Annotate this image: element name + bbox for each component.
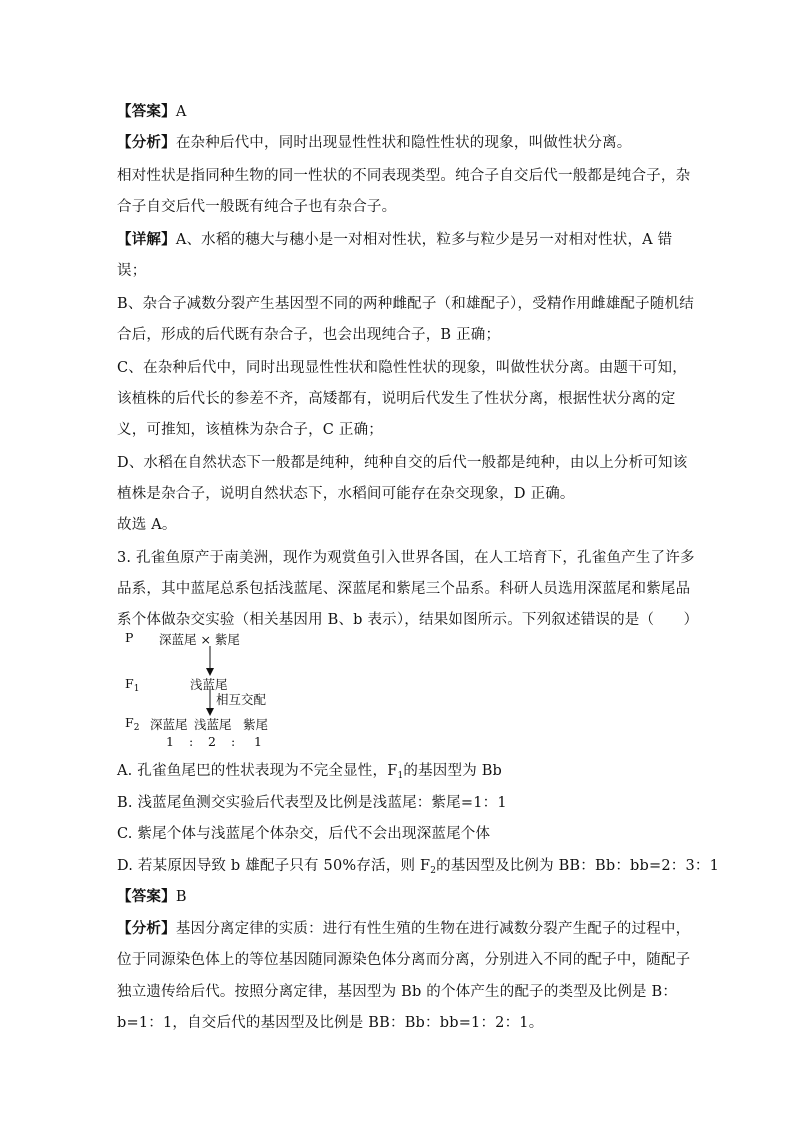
ratio-colon-2: : (231, 734, 236, 749)
analysis-1-line-1 (117, 133, 677, 153)
detail-1-line-1: 误； (117, 263, 147, 279)
f2-phenotype-deep-blue: 深蓝尾 (150, 717, 188, 732)
p-label: P (125, 630, 134, 645)
option-a: A. 孔雀鱼尾巴的性状表现为不完全显性，$F_1$的基因型为 Bb (117, 763, 503, 781)
analysis-2-line-2: 独立遗传给后代。按照分离定律，基因型为 Bb 的个体产生的配子的类型及比例是 B： (117, 984, 678, 1000)
p-cross: 深蓝尾 × 紫尾 (159, 632, 240, 647)
f1-phenotype: 浅蓝尾 (190, 677, 228, 692)
detail-text: A、水稻的穗大与穗小是一对相对性状，粒多与粒少是另一对相对性状，A 错 (175, 232, 673, 248)
analysis-tag: 【分析】 (117, 135, 176, 151)
option-d: D. 若某原因导致 b 雄配子只有 50%存活，则 $F_2$的基因型及比例为 BB：Bb：bb=2：3：1 (117, 858, 720, 876)
f2-phenotype-light-blue: 浅蓝尾 (194, 717, 232, 732)
answer-value: A (175, 104, 187, 120)
detail-1-line-2: B、杂合子减数分裂产生基因型不同的两种雌配子（和雄配子），受精作用雌雄配子随机结 (117, 296, 694, 312)
answer-value: B (175, 889, 187, 905)
analysis-1-line-3: 合子自交后代一般既有纯合子也有杂合子。 (117, 199, 397, 215)
analysis-text: 基因分离定律的实质：进行有性生殖的生物在进行减数分裂产生配子的过程中， (175, 921, 691, 937)
detail-tag: 【详解】 (117, 232, 176, 248)
detail-1-line-4: C、在杂种后代中，同时出现显性性状和隐性性状的现象，叫做性状分离。由题干可知， (117, 360, 687, 376)
answer-tag: 【答案】 (117, 889, 176, 905)
detail-1-line-3: 合后，形成的后代既有杂合子，也会出现纯合子，B 正确； (117, 327, 501, 343)
question-3-line-0: 3. 孔雀鱼原产于南美洲，现作为观赏鱼引入世界各国，在人工培育下，孔雀鱼产生了许多 (117, 550, 695, 566)
f1-label: $F_1$ (125, 676, 140, 694)
detail-1-line-0 (117, 230, 677, 250)
detail-1-line-8: 植株是杂合子，说明自然状态下，水稻间可能存在杂交现象，D 正确。 (117, 486, 575, 502)
question-3-line-2: 系个体做杂交实验（相关基因用 B、b 表示），结果如图所示。下列叙述错误的是（ ） (117, 612, 699, 628)
ratio-3: 1 (254, 734, 262, 749)
ratio-1: 1 (166, 734, 174, 749)
ratio-colon-1: : (189, 734, 194, 749)
answer-2 (117, 887, 677, 907)
analysis-2-line-1: 位于同源染色体上的等位基因随同源染色体分离而分离，分别进入不同的配子中，随配子 (117, 952, 691, 968)
answer-tag: 【答案】 (117, 104, 176, 120)
analysis-2-line-3: b=1：1，自交后代的基因型及比例是 BB：Bb：bb=1：2：1。 (117, 1015, 544, 1031)
question-3-line-1: 品系，其中蓝尾总系包括浅蓝尾、深蓝尾和紫尾三个品系。科研人员选用深蓝尾和紫尾品 (117, 581, 691, 597)
cross-label: 相互交配 (216, 692, 267, 707)
detail-1-line-6: 义，可推知，该植株为杂合子，C 正确； (117, 422, 384, 438)
option-b: B. 浅蓝尾鱼测交实验后代表型及比例是浅蓝尾：紫尾=1：1 (117, 795, 507, 811)
cross-diagram (122, 628, 422, 753)
analysis-tag: 【分析】 (117, 921, 176, 937)
analysis-2-line-0 (117, 919, 691, 939)
f2-phenotype-purple: 紫尾 (243, 717, 269, 732)
detail-1-line-9: 故选 A。 (117, 517, 177, 533)
answer-1 (117, 102, 677, 122)
detail-1-line-5: 该植株的后代长的参差不齐，高矮都有，说明后代发生了性状分离，根据性状分离的定 (117, 391, 676, 407)
detail-1-line-7: D、水稻在自然状态下一般都是纯种，纯种自交的后代一般都是纯种，由以上分析可知该 (117, 455, 688, 471)
option-c: C. 紫尾个体与浅蓝尾个体杂交，后代不会出现深蓝尾个体 (117, 826, 491, 842)
analysis-1-line-2: 相对性状是指同种生物的同一性状的不同表现类型。纯合子自交后代一般都是纯合子，杂 (117, 168, 691, 184)
ratio-2: 2 (208, 734, 216, 749)
f2-label: $F_2$ (125, 715, 140, 733)
analysis-text: 在杂种后代中，同时出现显性性状和隐性性状的现象，叫做性状分离。 (175, 135, 632, 151)
